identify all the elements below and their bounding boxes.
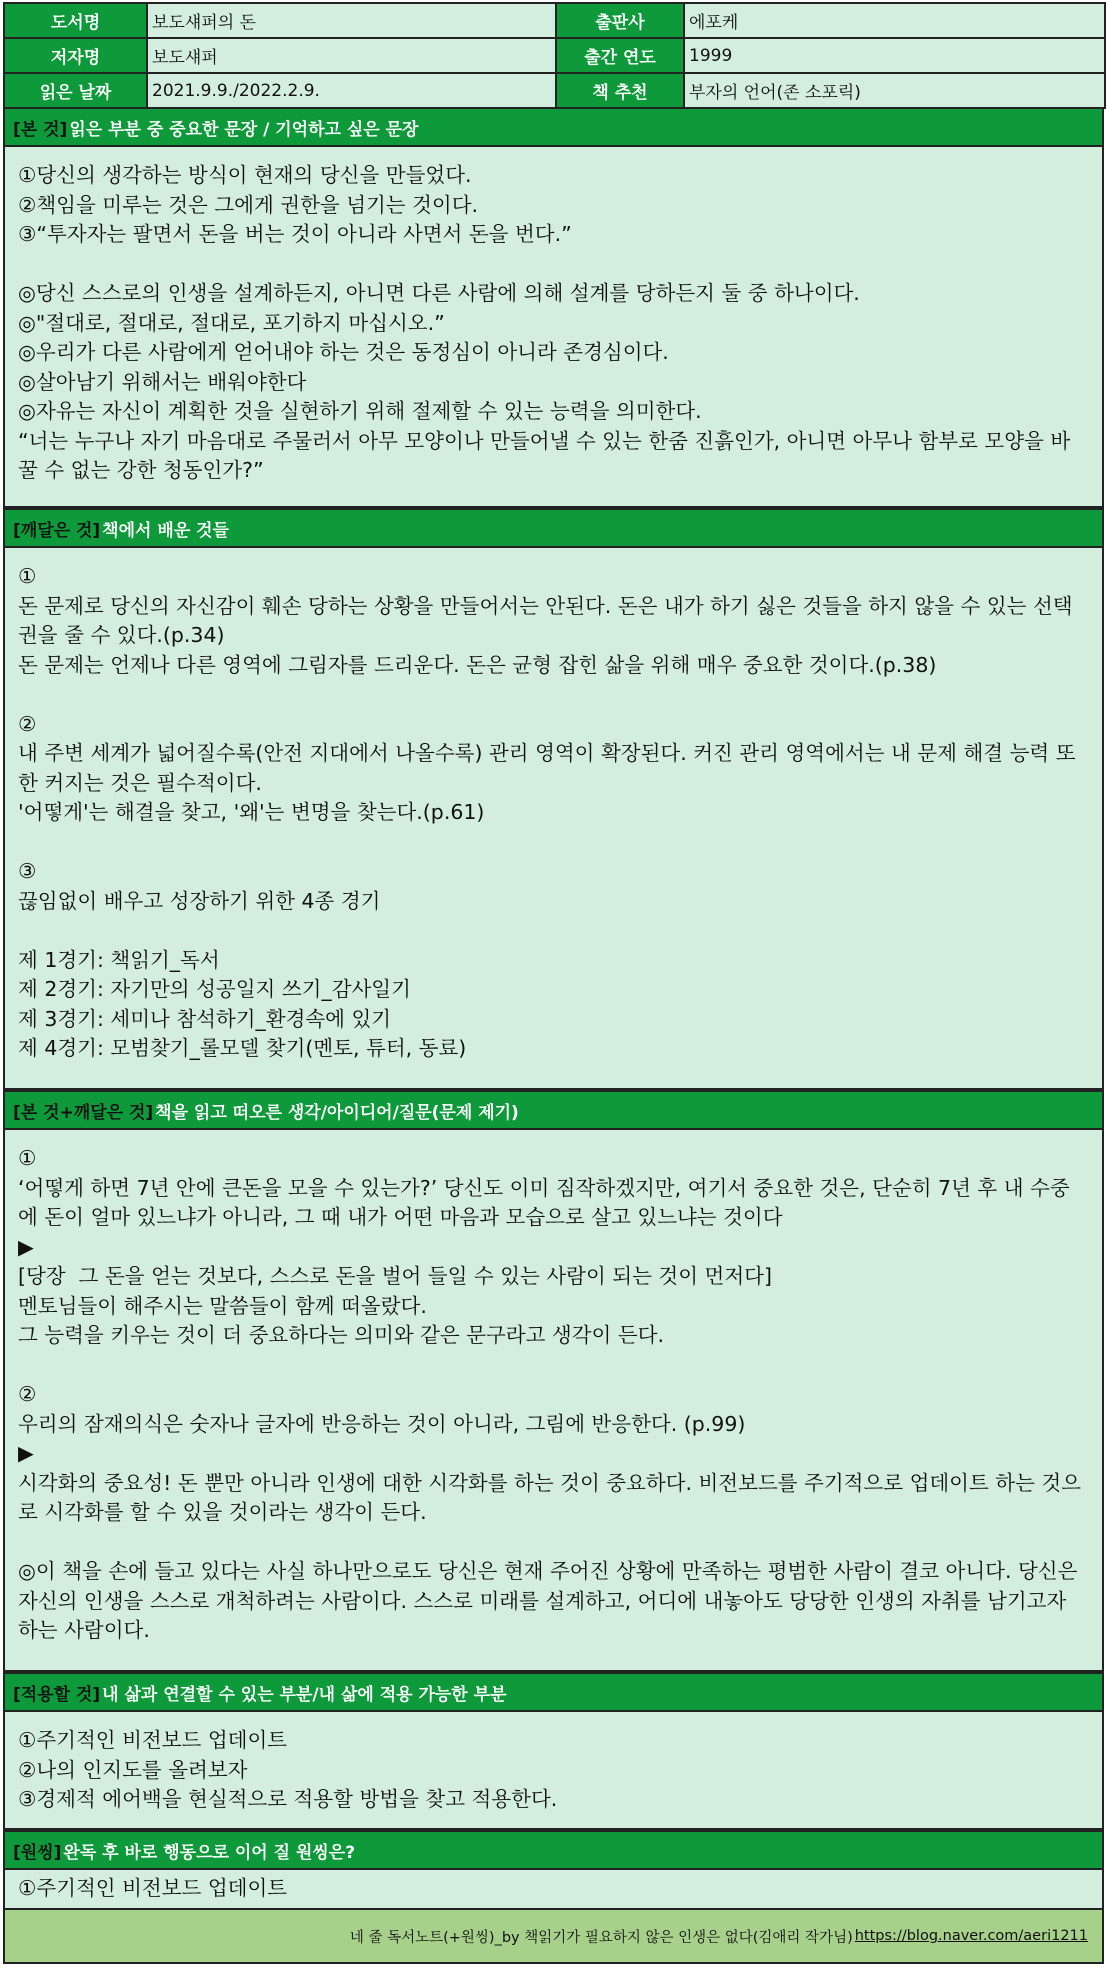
apply-section-body: ①주기적인 비전보드 업데이트 ②나의 인지도를 올려보자 ③경제적 에어백을 현실적으로 적용할 방법을 찾고 적용한다.: [3, 1712, 1104, 1830]
book-info-table: [3, 2, 1106, 109]
footer: [3, 1910, 1104, 1964]
learned-section-title: 책에서 배운 것들: [102, 520, 229, 541]
apply-section-title: 내 삶과 연결할 수 있는 부분/내 삶에 적용 가능한 부분: [102, 1684, 507, 1705]
author-label: 저자명: [4, 38, 147, 73]
book-info-row: [4, 38, 1105, 73]
recommend-value: 부자의 언어(존 소포릭): [684, 73, 1105, 108]
ideas-section-tag: [본 것+깨달은 것]: [13, 1102, 154, 1123]
action-section-tag: [원씽]: [13, 1842, 62, 1863]
year-value: 1999: [684, 38, 1105, 73]
learned-section-header: [3, 508, 1104, 548]
action-section-title: 완독 후 바로 행동으로 이어 질 원씽은?: [63, 1842, 356, 1863]
year-label: 출간 연도: [556, 38, 684, 73]
author-value: 보도섀퍼: [147, 38, 556, 73]
read-date-label: 읽은 날짜: [4, 73, 147, 108]
seen-section-header: [3, 107, 1104, 147]
footer-text: 네 줄 독서노트(+원씽)_by 책읽기가 필요하지 않은 인생은 없다(김애리 작가님): [349, 1929, 853, 1946]
ideas-section-header: [3, 1090, 1104, 1130]
seen-section-title: 읽은 부분 중 중요한 문장 / 기억하고 싶은 문장: [69, 119, 419, 140]
book-info-row: [4, 3, 1105, 38]
book-info-row: [4, 73, 1105, 108]
title-label: 도서명: [4, 3, 147, 38]
apply-section-tag: [적용할 것]: [13, 1684, 101, 1705]
ideas-section-body: ① ‘어떻게 하면 7년 안에 큰돈을 모을 수 있는가?’ 당신도 이미 짐작하겠지만, 여기서 중요한 것은, 단순히 7년 후 내 수중에 돈이 얼마 있느냐가 아니라, 그 때 내가 어떤 마음과 모습으로 살고 있느냐는 것이다 ▶ [당장 그 돈을 얻는 것보다, 스스로 돈을 벌어 들일 수 있는 사람이 되는 것이 먼저다] 멘토님들이 해주시는 말씀들이 함께 떠올랐다. 그 능력을 키우는 것이 더 중요하다는 의미와 같은 문구라고 생각이 든다. ② 우리의 잠재의식은 숫자나 글자에 반응하는 것이 아니라, 그림에 반응한다. (p.99) ▶ 시각화의 중요성! 돈 뿐만 아니라 인생에 대한 시각화를 하는 것이 중요하다. 비전보드를 주기적으로 업데이트 하는 것으로 시각화를 할 수 있을 것이라는 생각이 든다. ◎이 책을 손에 들고 있다는 사실 하나만으로도 당신은 현재 주어진 상황에 만족하는 평범한 사람이 결코 아니다. 당신은 자신의 인생을 스스로 개척하려는 사람이다. 스스로 미래를 설계하고, 어디에 내놓아도 당당한 인생의 자취를 남기고자 하는 사람이다.: [3, 1130, 1104, 1672]
ideas-section-title: 책을 읽고 떠오른 생각/아이디어/질문(문제 제기): [155, 1102, 519, 1123]
action-section-body: ①주기적인 비전보드 업데이트: [3, 1870, 1104, 1910]
apply-section-header: [3, 1672, 1104, 1712]
seen-section-tag: [본 것]: [13, 119, 68, 140]
publisher-label: 출판사: [556, 3, 684, 38]
seen-section-body: ①당신의 생각하는 방식이 현재의 당신을 만들었다. ②책임을 미루는 것은 그에게 권한을 넘기는 것이다. ③“투자자는 팔면서 돈을 버는 것이 아니라 사면서 돈을 번다.” ◎당신 스스로의 인생을 설계하든지, 아니면 다른 사람에 의해 설계를 당하든지 둘 중 하나이다. ◎"절대로, 절대로, 절대로, 포기하지 마십시오.” ◎우리가 다른 사람에게 얻어내야 하는 것은 동정심이 아니라 존경심이다. ◎살아남기 위해서는 배워야한다 ◎자유는 자신이 계획한 것을 실현하기 위해 절제할 수 있는 능력을 의미한다. “너는 누구나 자기 마음대로 주물러서 아무 모양이나 만들어낼 수 있는 한줌 진흙인가, 아니면 아무나 함부로 모양을 바꿀 수 없는 강한 청동인가?”: [3, 147, 1104, 508]
action-section-header: [3, 1830, 1104, 1870]
recommend-label: 책 추천: [556, 73, 684, 108]
title-value: 보도섀퍼의 돈: [147, 3, 556, 38]
learned-section-body: ① 돈 문제로 당신의 자신감이 훼손 당하는 상황을 만들어서는 안된다. 돈은 내가 하기 싫은 것들을 하지 않을 수 있는 선택권을 줄 수 있다.(p.34) 돈 문제는 언제나 다른 영역에 그림자를 드리운다. 돈은 균형 잡힌 삶을 위해 매우 중요한 것이다.(p.38) ② 내 주변 세계가 넓어질수록(안전 지대에서 나올수록) 관리 영역이 확장된다. 커진 관리 영역에서는 내 문제 해결 능력 또한 커지는 것은 필수적이다. '어떻게'는 해결을 찾고, '왜'는 변명을 찾는다.(p.61) ③ 끊임없이 배우고 성장하기 위한 4종 경기 제 1경기: 책읽기_독서 제 2경기: 자기만의 성공일지 쓰기_감사일기 제 3경기: 세미나 참석하기_환경속에 있기 제 4경기: 모범찾기_롤모델 찾기(멘토, 튜터, 동료): [3, 548, 1104, 1090]
footer-blog-link[interactable]: https://blog.naver.com/aeri1211: [854, 1928, 1088, 1944]
publisher-value: 에포케: [684, 3, 1105, 38]
read-date-value: 2021.9.9./2022.2.9.: [147, 73, 556, 108]
learned-section-tag: [깨달은 것]: [13, 520, 101, 541]
